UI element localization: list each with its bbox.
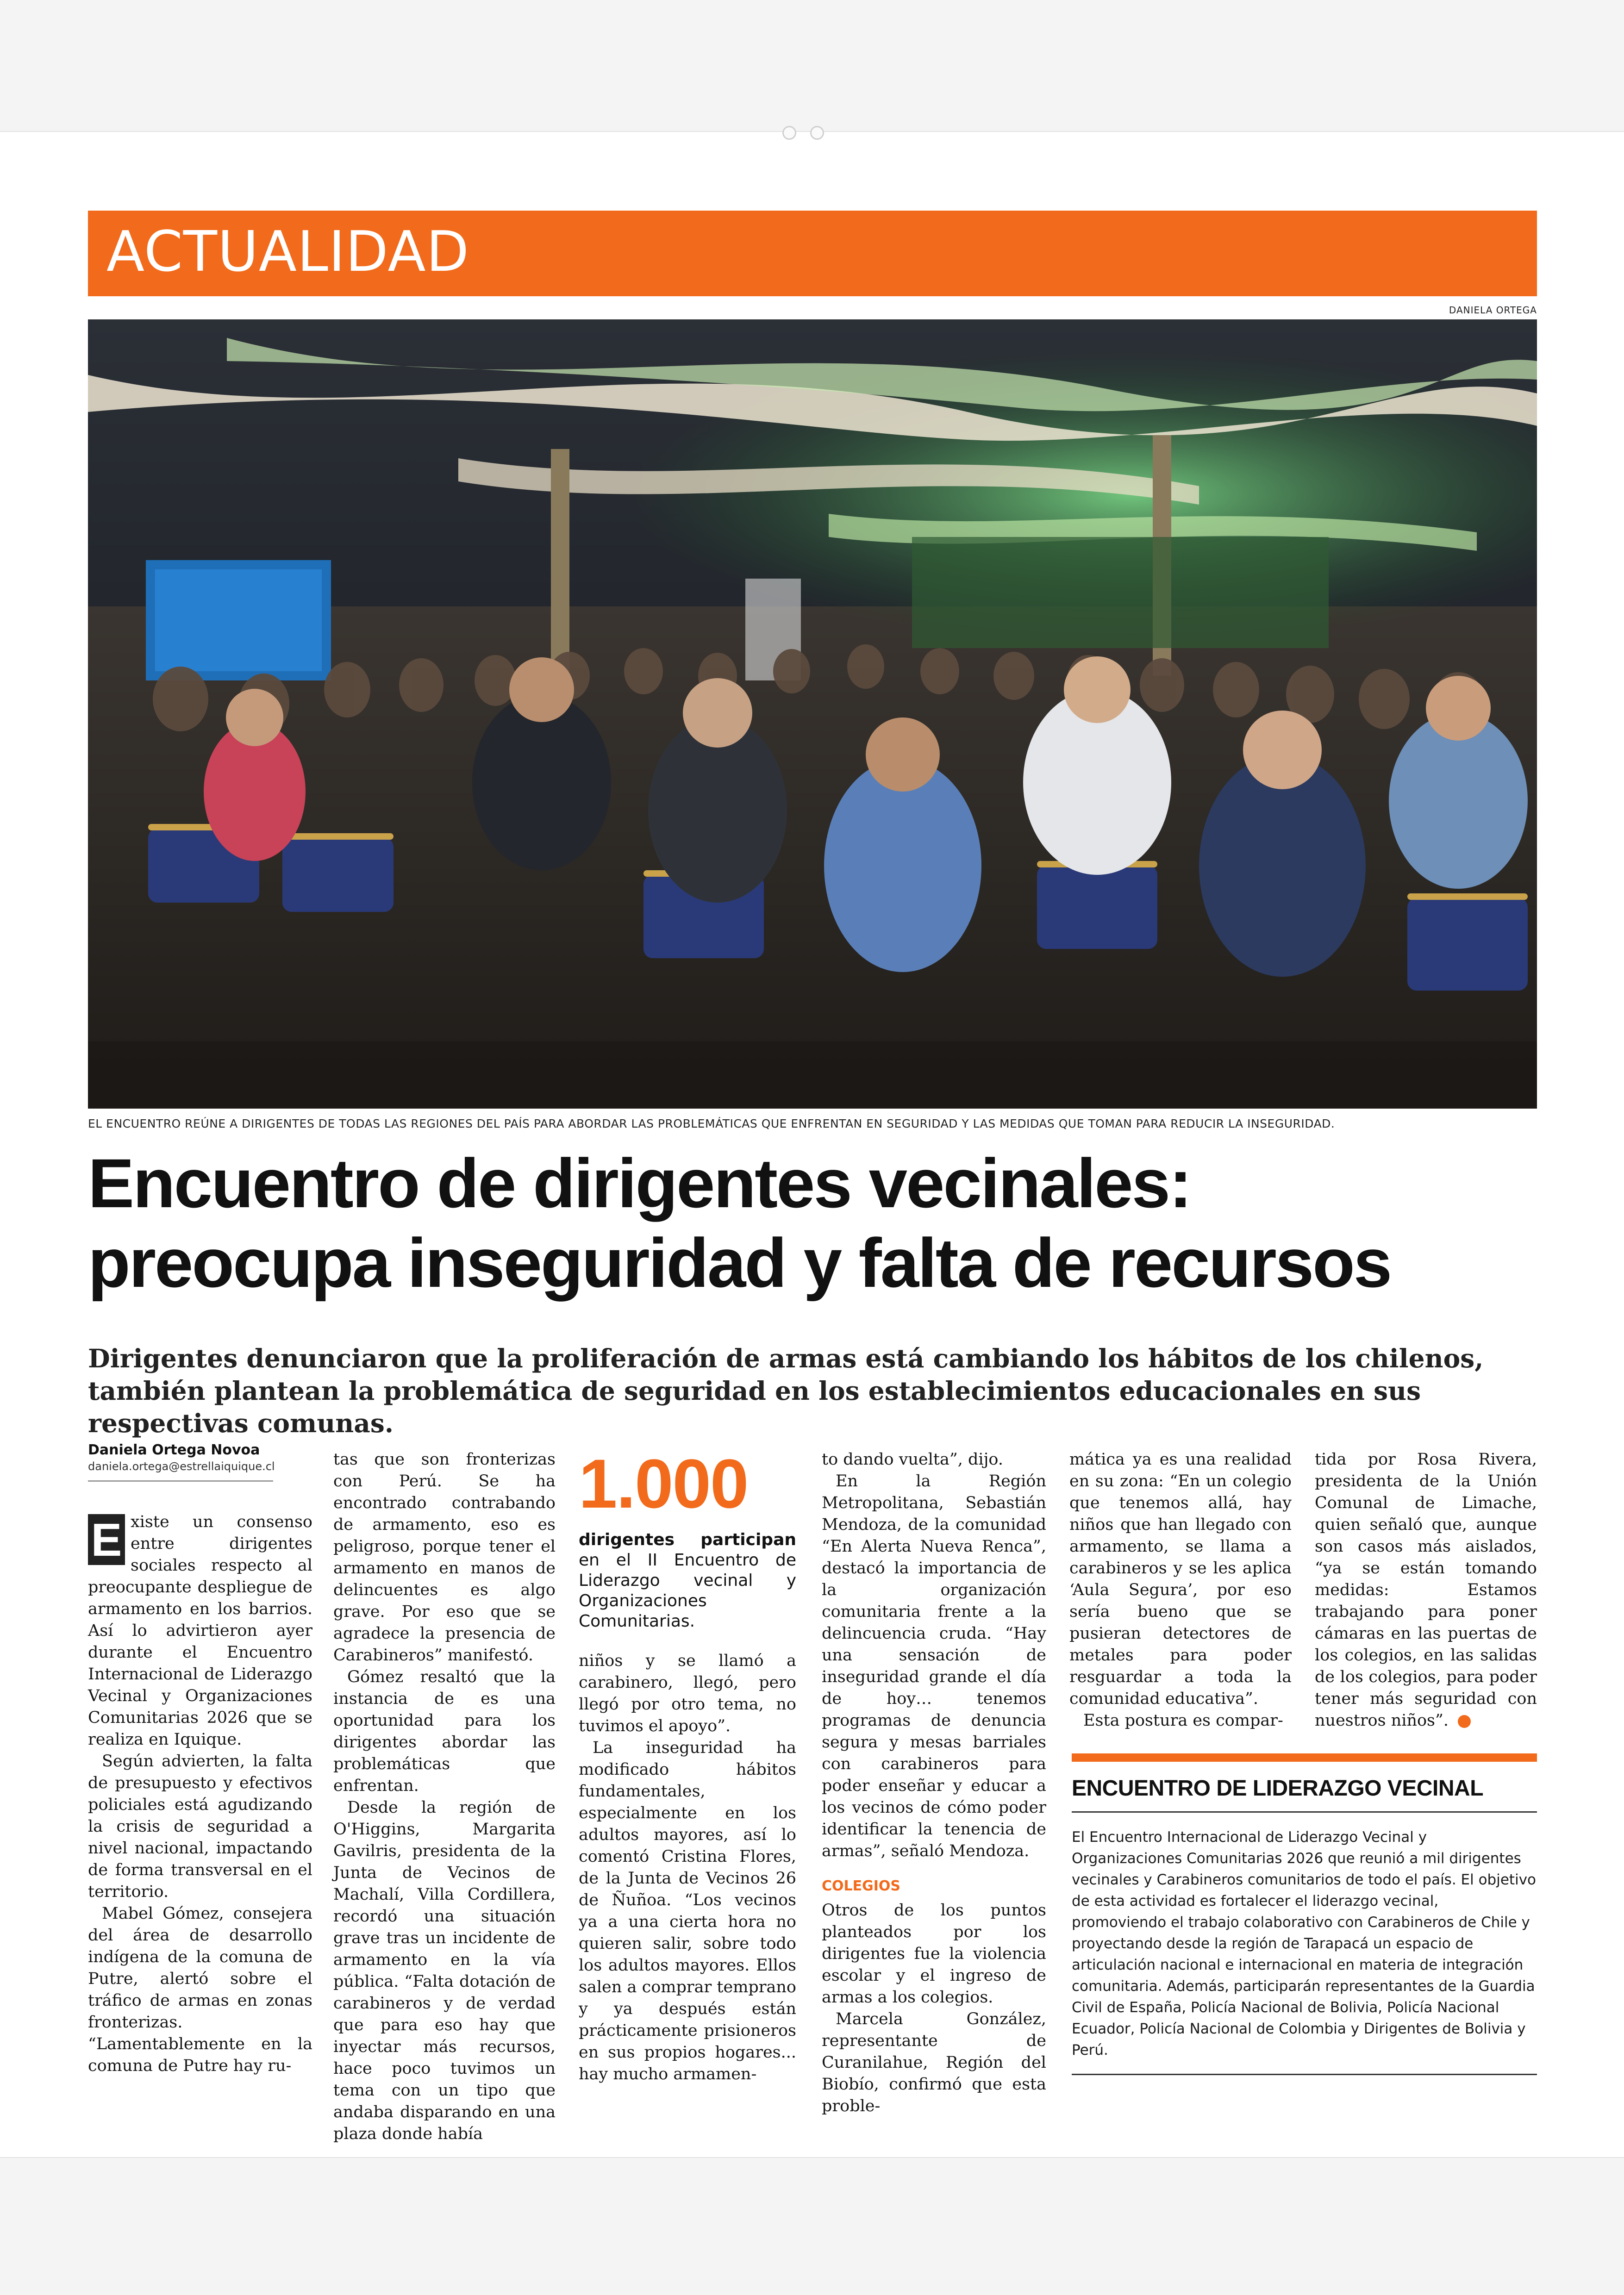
- article-paragraph: Según advierten, la falta de presupuesto y efectivos policiales está agudizando la crisis de seguridad a nivel nacional, impactando de forma transversal en el territorio.: [88, 1752, 312, 1901]
- article-paragraph: tas que son fronterizas con Perú. Se ha encontrado contrabando de armamento, eso es peligroso, porque tener el armamento en manos de delincuentes es algo grave. Por eso que se agradece la presencia de Carabineros” manifestó.: [333, 1450, 556, 1665]
- headline-line-2: preocupa inseguridad y falta de recursos: [88, 1224, 1391, 1302]
- article-paragraph: Marcela González, representante de Curanilahue, Región del Biobío, confirmó que esta proble-: [822, 2010, 1046, 2115]
- photo-credit: DANIELA ORTEGA: [1449, 305, 1537, 316]
- article-paragraph: Mabel Gómez, consejera del área de desarrollo indígena de la comuna de Putre, alertó sobre el tráfico de armas en zonas fronterizas. “Lamentablemente en la comuna de Putre hay ru-: [88, 1904, 312, 2075]
- headline-line-1: Encuentro de dirigentes vecinales:: [88, 1144, 1191, 1222]
- viewer-top-margin: [0, 0, 1624, 132]
- section-label: ACTUALIDAD: [106, 220, 470, 284]
- drop-cap: E: [88, 1514, 125, 1565]
- byline-divider: [88, 1480, 273, 1482]
- end-of-article-icon: [1458, 1715, 1471, 1728]
- sidebar-accent-bar: [1072, 1753, 1537, 1762]
- sidebar-title: ENCUENTRO DE LIDERAZGO VECINAL: [1072, 1776, 1484, 1801]
- article-column-5: [1069, 1449, 1292, 1732]
- article-paragraph: tida por Rosa Rivera, presidenta de la Unión Comunal de Limache, quien señaló que, aunque son casos más aislados, “ya se están tomando medidas: Estamos trabajando para poner cámaras en las puertas de los colegios, en las salidas de los colegios, para poder tener más seguridad con nuestros niños”.: [1315, 1450, 1537, 1730]
- article-column-2: [333, 1449, 556, 2145]
- sidebar-end-rule: [1072, 2074, 1537, 2075]
- article-column-1: [88, 1511, 312, 2077]
- stat-text: dirigentes participan en el II Encuentro de Liderazgo vecinal y Organizaciones Comunitarias.: [579, 1530, 796, 1631]
- section-banner: [88, 211, 1537, 296]
- article-paragraph: Esta postura es compar-: [1083, 1711, 1283, 1730]
- article-paragraph: niños y se llamó a carabinero, llegó, pero llegó por otro tema, no tuvimos el apoyo”.: [579, 1652, 796, 1735]
- article-paragraph: mática ya es una realidad en su zona: “En un colegio que tenemos allá, hay niños que han llegado con armamento, se llama a carabineros y se les aplica ‘Aula Segura’, por eso sería bueno que se pusieran detectores de metales para poder resguardar a toda la comunidad educativa”.: [1069, 1450, 1292, 1708]
- article-paragraph: Otros de los puntos planteados por los dirigentes fue la violencia escolar y el ingreso de armas a los colegios.: [822, 1901, 1046, 2007]
- page-navigation[interactable]: [782, 126, 824, 140]
- photo-caption: EL ENCUENTRO REÚNE A DIRIGENTES DE TODAS LAS REGIONES DEL PAÍS PARA ABORDAR LAS PROBLEMÁTICAS QUE ENFRENTAN EN SEGURIDAD Y LAS MEDIDAS QUE TOMAN PARA REDUCIR LA INSEGURIDAD.: [88, 1117, 1335, 1130]
- stat-number: 1.000: [579, 1445, 748, 1522]
- article-paragraph: Gómez resaltó que la instancia de es una oportunidad para los dirigentes abordar las problemáticas que enfrentan.: [333, 1668, 556, 1795]
- article-paragraph: La inseguridad ha modificado hábitos fundamentales, especialmente en los adultos mayores, así lo comentó Cristina Flores, de la Junta de Vecinos 26 de Ñuñoa. “Los vecinos ya a una cierta hora no quieren salir, sobre todo los adultos mayores. Ellos salen a comprar temprano y ya después están prácticamente prisioneros en sus propios hogares... hay mucho armamen-: [579, 1739, 796, 2083]
- article-paragraph: to dando vuelta”, dijo.: [822, 1450, 1004, 1469]
- headline: [88, 1143, 1537, 1303]
- sidebar-body: El Encuentro Internacional de Liderazgo Vecinal y Organizaciones Comunitarias 2026 que reunió a mil dirigentes vecinales y Carabineros comunitarios de todo el país. El objetivo de esta actividad es fortalecer el liderazgo vecinal, promoviendo el trabajo colaborativo con Carabineros de Chile y proyectando desde la región de Tarapacá un espacio de articulación nacional e internacional en materia de integración comunitaria. Además, participarán representantes de la Guardia Civil de España, Policía Nacional de Bolivia, Policía Nacional Ecuador, Policía Nacional de Colombia y Dirigentes de Bolivia y Perú.: [1072, 1829, 1537, 2058]
- stat-highlight: [579, 1445, 796, 1632]
- deck-subtitle: Dirigentes denunciaron que la proliferación de armas está cambiando los hábitos de los chilenos, también plantean la problemática de seguridad en los establecimientos educacionales en sus respectivas comunas.: [88, 1343, 1484, 1438]
- viewer-bottom-margin: [0, 2157, 1624, 2295]
- next-page-dot[interactable]: [810, 126, 824, 140]
- article-column-3: [579, 1445, 796, 2085]
- byline: [88, 1442, 306, 1482]
- article-column-4: [822, 1449, 1046, 2117]
- sidebar-divider: [1072, 1811, 1537, 1813]
- byline-author: Daniela Ortega Novoa: [88, 1442, 260, 1458]
- article-paragraph: En la Región Metropolitana, Sebastián Mendoza, de la comunidad “En Alerta Nueva Renca”, destacó la importancia de la organización comunitaria frente a la delincuencia cruda. “Hay una sensación de inseguridad grande el día de hoy… tenemos programas de denuncia segura y mesas barriales con carabineros para poder enseñar y educar a los vecinos de cómo poder identificar la tenencia de armas”, señaló Mendoza.: [822, 1472, 1046, 1860]
- prev-page-dot[interactable]: [782, 126, 796, 140]
- event-photo: [88, 319, 1537, 1109]
- article-paragraph: E xiste un consenso entre dirigentes sociales respecto al preocupante despliegue de armamento en los barrios. Así lo advirtieron ayer durante el Encuentro Internacional de Liderazgo Vecinal y Organizaciones Comunitarias 2026 que se realiza en Iquique.: [88, 1513, 312, 1749]
- crowd-illustration: [88, 319, 1537, 1109]
- byline-email[interactable]: daniela.ortega@estrellaiquique.cl: [88, 1460, 275, 1473]
- section-subhead: COLEGIOS: [822, 1878, 901, 1894]
- sidebar-box: [1072, 1753, 1537, 2075]
- article-paragraph: Desde la región de O'Higgins, Margarita Gavilris, presidenta de la Junta de Vecinos de Machalí, Villa Cordillera, recordó una situación grave tras un incidente de armamento en la vía pública. “Falta dotación de carabineros y de verdad que para eso hay que inyectar más recursos, hace poco tuvimos un tema con un tipo que andaba disparando en una plaza donde había: [333, 1798, 556, 2143]
- article-column-6: [1315, 1449, 1537, 1732]
